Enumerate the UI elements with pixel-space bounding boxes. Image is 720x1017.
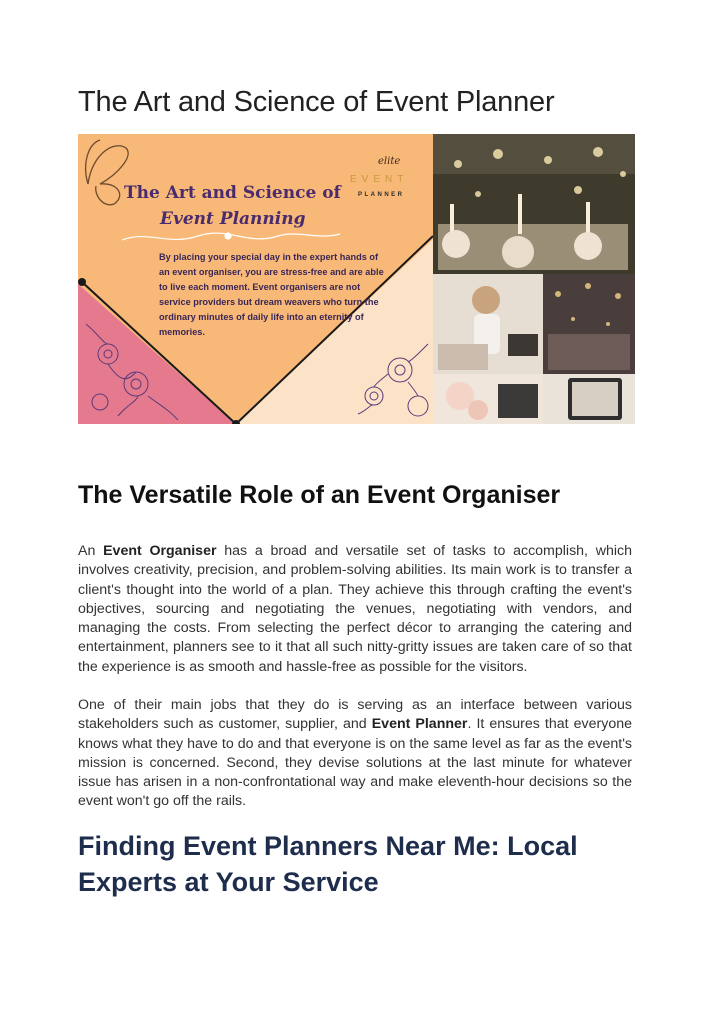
- svg-text:ordinary minutes of daily life: ordinary minutes of daily life into an eternity of: [159, 312, 364, 322]
- svg-text:EVENT: EVENT: [350, 174, 409, 185]
- document-title: The Art and Science of Event Planner: [78, 86, 555, 118]
- section-heading-versatile-role: The Versatile Role of an Event Organiser: [78, 481, 561, 509]
- banner-heading-line2: Event Planning: [160, 209, 306, 229]
- svg-text:to live each moment. Event org: to live each moment. Event organisers are not: [159, 282, 361, 292]
- svg-text:By placing your special day in: By placing your special day in the expert hands of: [159, 252, 379, 262]
- bold-event-organiser: Event Organiser: [103, 543, 217, 559]
- svg-text:service providers but dream we: service providers but dream weavers who turn the: [159, 297, 379, 307]
- photo-collage: [433, 134, 635, 424]
- svg-text:memories.: memories.: [159, 327, 205, 337]
- paragraph-1: An Event Organiser has a broad and versatile set of tasks to accomplish, which involves creativity, precision, and problem-solving abilities. Its main work is to transfer a client's thought into the world of a plan. They achieve this through crafting the event's objectives, sourcing and negotiating the venues, negotiating with vendors, and managing the costs. From selecting the perfect décor to arranging the catering and entertainment, planners see to it that all such nitty-gritty issues are taken care of so that the experience is as smooth and hassle-free as possible for the visitors.: [78, 543, 633, 675]
- bold-event-planner: Event Planner: [371, 716, 468, 733]
- svg-text:an event organiser, you are st: an event organiser, you are stress-free and are able: [159, 267, 384, 277]
- svg-text:elite: elite: [378, 156, 401, 167]
- svg-text:PLANNER: PLANNER: [358, 192, 405, 198]
- banner-heading-line1: The Art and Science of: [124, 183, 341, 203]
- paragraph-2: One of their main jobs that they do is serving as an interface between various stakeholders such as customer, supplier, and Event Planner. It ensures that everyone knows what they have to do and that everyone is on the same level as far as the event's mission is concerned. Second, they devise solutions at the last minute for whatever issue has arisen in a non-confrontational way and make eleventh-hour decisions so the event won't go off the rails.: [78, 697, 632, 810]
- section-heading-finding-planners: Finding Event Planners Near Me: Local Experts at Your Service: [78, 831, 578, 897]
- banner-image: [78, 134, 635, 424]
